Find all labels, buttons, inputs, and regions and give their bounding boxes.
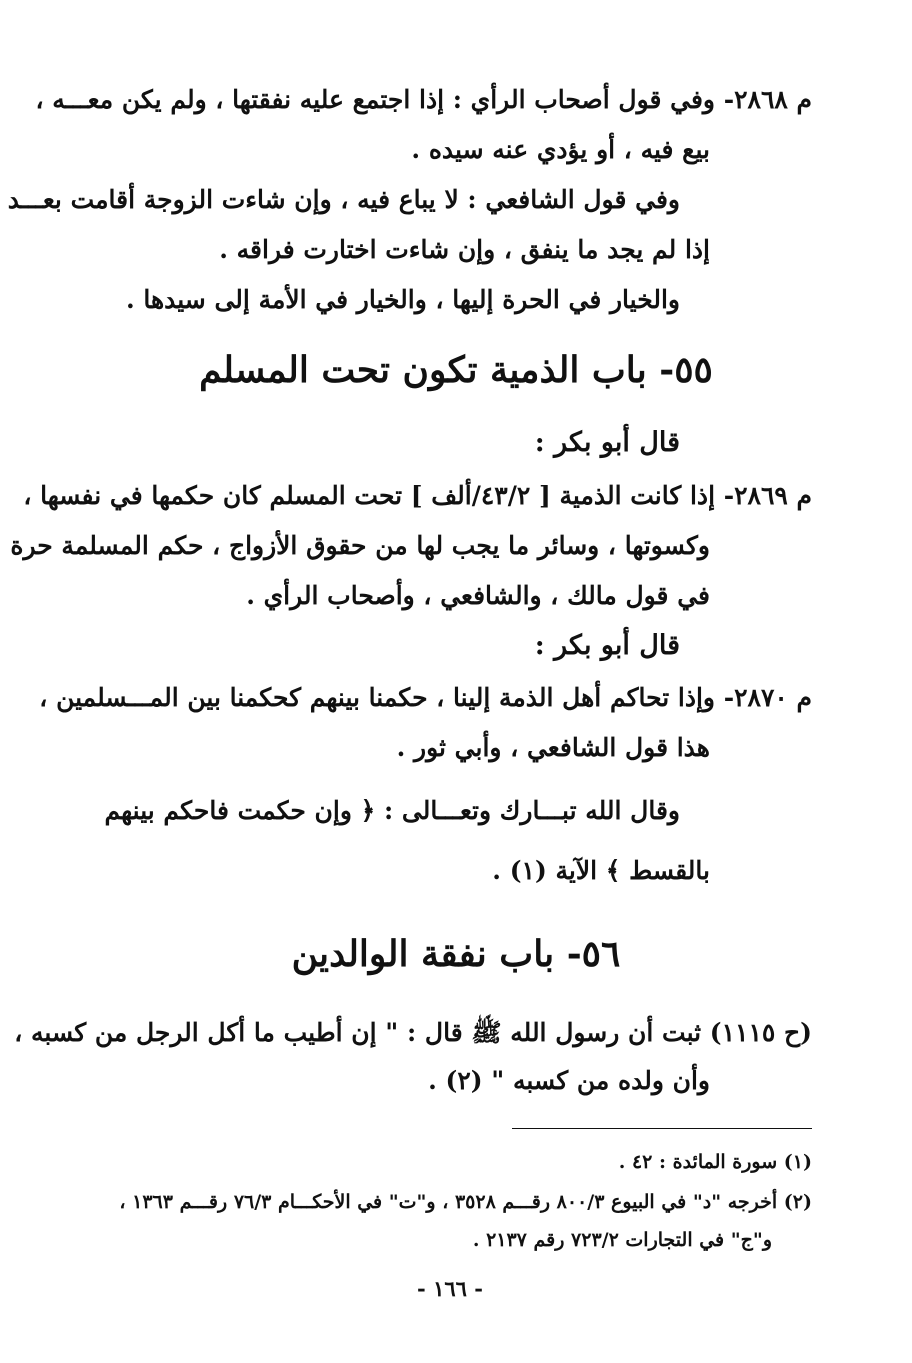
qala-abu-bakr-1: قال أبو بكر : [534, 427, 680, 458]
chapter-55-heading: ٥٥- باب الذمية تكون تحت المسلم [199, 349, 713, 391]
paragraph-2869-line-1: م ٢٨٦٩- إذا كانت الذمية [ ٤٣/٢/ألف ] تحت المسلم كان حكمها في نفسها ، [23, 481, 812, 510]
hadith-line-2: وأن ولده من كسبه " (٢) . [428, 1066, 710, 1095]
chapter-56-heading: ٥٦- باب نفقة الوالدين [291, 933, 621, 975]
hadith-line-1: (ح ١١١٥) ثبت أن رسول الله ﷺ قال : " إن أطيب ما أكل الرجل من كسبه ، [14, 1018, 812, 1047]
shafii-view-line-1: وفي قول الشافعي : لا يباع فيه ، وإن شاءت الزوجة أقامت بعـــد [7, 185, 680, 214]
qala-abu-bakr-2: قال أبو بكر : [534, 630, 680, 661]
paragraph-2870-line-2: هذا قول الشافعي ، وأبي ثور . [396, 733, 710, 762]
ayah-line-1: وقال الله تبـــارك وتعـــالى : ﴿ وإن حكمت فاحكم بينهم [104, 796, 680, 825]
paragraph-2869-line-2: وكسوتها ، وسائر ما يجب لها من حقوق الأزواج ، حكم المسلمة حرة [10, 531, 710, 560]
paragraph-2868-line-1: م ٢٨٦٨- وفي قول أصحاب الرأي : إذا اجتمع عليه نفقتها ، ولم يكن معـــه ، [35, 85, 812, 114]
paragraph-2869-line-3: في قول مالك ، والشافعي ، وأصحاب الرأي . [246, 581, 710, 610]
footnote-1: (١) سورة المائدة : ٤٢ . [618, 1151, 812, 1173]
footnote-2-line-2: و"ج" في التجارات ٧٢٣/٢ رقم ٢١٣٧ . [472, 1229, 772, 1251]
footnote-2-line-1: (٢) أخرجه "د" في البيوع ٨٠٠/٣ رقـــم ٣٥٢٨ ، و"ت" في الأحكـــام ٧٦/٣ رقـــم ١٣٦٣ ، [119, 1191, 812, 1213]
footnote-separator [512, 1128, 812, 1129]
khiyar-line: والخيار في الحرة إليها ، والخيار في الأمة إلى سيدها . [125, 285, 680, 314]
shafii-view-line-2: إذا لم يجد ما ينفق ، وإن شاءت اختارت فراقه . [219, 235, 710, 264]
ayah-line-2: بالقسط ﴾ الآية (١) . [492, 856, 710, 885]
page-number: - ١٦٦ - [417, 1276, 483, 1301]
paragraph-2868-line-2: بيع فيه ، أو يؤدي عنه سيده . [411, 135, 710, 164]
paragraph-2870-line-1: م ٢٨٧٠- وإذا تحاكم أهل الذمة إلينا ، حكمنا بينهم كحكمنا بين المـــسلمين ، [39, 683, 812, 712]
